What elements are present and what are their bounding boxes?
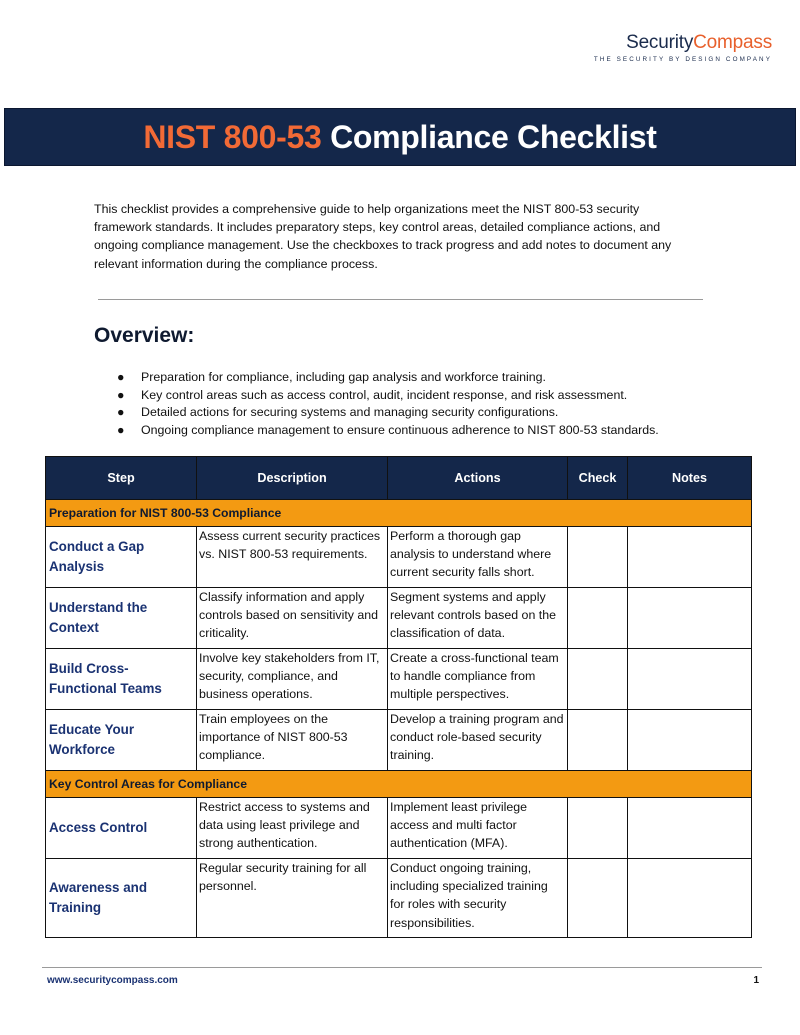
header-actions: Actions	[388, 457, 568, 500]
notes-cell[interactable]	[628, 588, 752, 649]
table-row	[46, 649, 752, 710]
check-cell[interactable]	[568, 649, 628, 710]
page-title	[143, 119, 656, 156]
table-header-row	[46, 457, 752, 500]
overview-list	[117, 369, 757, 439]
notes-cell[interactable]	[628, 710, 752, 771]
step-cell: Understand the Context	[46, 588, 197, 649]
list-item	[117, 387, 757, 405]
list-item-text: Preparation for compliance, including gap analysis and workforce training.	[141, 370, 546, 384]
actions-cell: Create a cross-functional team to handle compliance from multiple perspectives.	[388, 649, 568, 710]
list-item	[117, 369, 757, 387]
list-item-text: Ongoing compliance management to ensure continuous adherence to NIST 800-53 standards.	[141, 422, 659, 437]
bullet-icon: ●	[117, 387, 125, 402]
intro-paragraph: This checklist provides a comprehensive guide to help organizations meet the NIST 800-53 security framework standards. It includes preparatory steps, key control areas, detailed compliance actions, and ongoing compliance management. Use the checkboxes to track progress and add notes to document any relevant information during the compliance process.	[94, 202, 672, 271]
description-cell: Classify information and apply controls based on sensitivity and criticality.	[197, 588, 388, 649]
actions-cell: Segment systems and apply relevant controls based on the classification of data.	[388, 588, 568, 649]
notes-cell[interactable]	[628, 798, 752, 859]
section-row	[46, 500, 752, 527]
bullet-icon: ●	[117, 405, 125, 420]
overview-heading: Overview:	[94, 324, 195, 347]
header-description: Description	[197, 457, 388, 500]
list-item-text: Detailed actions for securing systems and managing security configurations.	[141, 405, 559, 420]
title-rest: Compliance Checklist	[330, 118, 657, 155]
notes-cell[interactable]	[628, 649, 752, 710]
actions-cell: Perform a thorough gap analysis to understand where current security falls short.	[388, 527, 568, 588]
table-row	[46, 588, 752, 649]
description-cell: Train employees on the importance of NIST 800-53 compliance.	[197, 710, 388, 771]
header-notes: Notes	[628, 457, 752, 500]
notes-cell[interactable]	[628, 527, 752, 588]
title-banner	[4, 108, 796, 166]
step-cell: Educate Your Workforce	[46, 710, 197, 771]
logo-word-security: Security	[626, 32, 694, 53]
table-row	[46, 527, 752, 588]
actions-cell: Conduct ongoing training, including specialized training for roles with security responsibilities.	[388, 859, 568, 938]
footer-divider	[42, 967, 762, 968]
actions-cell: Implement least privilege access and multi factor authentication (MFA).	[388, 798, 568, 859]
description-cell: Restrict access to systems and data using least privilege and strong authentication.	[197, 798, 388, 859]
divider	[98, 299, 703, 300]
logo-tagline: THE SECURITY BY DESIGN COMPANY	[593, 56, 772, 63]
check-cell[interactable]	[568, 798, 628, 859]
description-cell: Regular security training for all personnel.	[197, 859, 388, 938]
step-cell: Build Cross-Functional Teams	[46, 649, 197, 710]
compliance-table	[45, 456, 752, 938]
company-logo	[594, 32, 772, 63]
table-row	[46, 798, 752, 859]
list-item-text: Key control areas such as access control, audit, incident response, and risk assessment.	[141, 387, 628, 402]
actions-cell: Develop a training program and conduct role-based security training.	[388, 710, 568, 771]
table-row	[46, 710, 752, 771]
footer-website-link[interactable]: www.securitycompass.com	[47, 975, 178, 986]
table-row	[46, 859, 752, 938]
step-cell: Awareness and Training	[46, 859, 197, 938]
header-check: Check	[568, 457, 628, 500]
page-number: 1	[753, 975, 759, 986]
description-cell: Assess current security practices vs. NIST 800-53 requirements.	[197, 527, 388, 588]
bullet-icon: ●	[117, 370, 125, 384]
list-item	[117, 422, 757, 440]
check-cell[interactable]	[568, 588, 628, 649]
description-cell: Involve key stakeholders from IT, security, compliance, and business operations.	[197, 649, 388, 710]
logo-word-compass: Compass	[693, 32, 772, 53]
bullet-icon: ●	[117, 422, 125, 437]
check-cell[interactable]	[568, 710, 628, 771]
check-cell[interactable]	[568, 527, 628, 588]
section-title: Key Control Areas for Compliance	[46, 771, 752, 798]
title-accent: NIST 800-53	[143, 118, 322, 155]
step-cell: Conduct a Gap Analysis	[46, 527, 197, 588]
section-row	[46, 771, 752, 798]
step-cell: Access Control	[46, 798, 197, 859]
header-step: Step	[46, 457, 197, 500]
list-item	[117, 404, 757, 422]
notes-cell[interactable]	[628, 859, 752, 938]
section-title: Preparation for NIST 800-53 Compliance	[46, 500, 752, 527]
check-cell[interactable]	[568, 859, 628, 938]
